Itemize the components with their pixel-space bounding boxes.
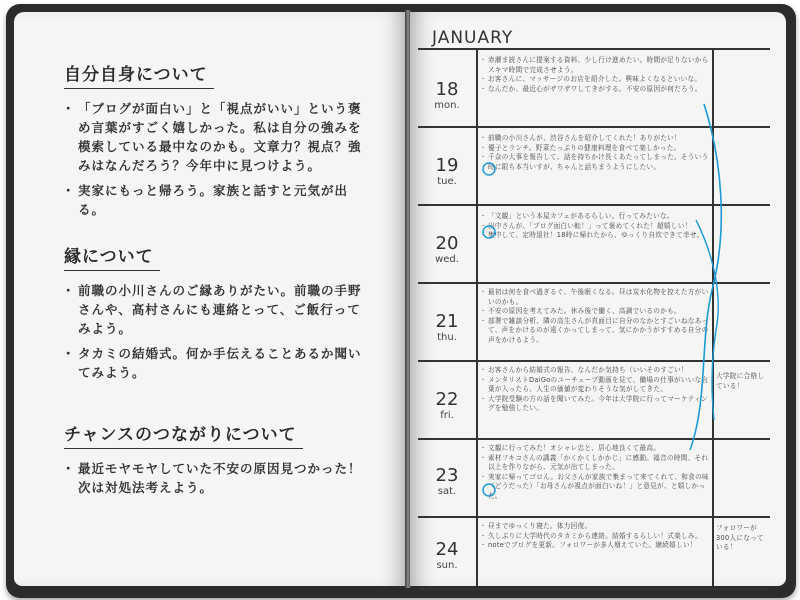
entry: ・ 部署で雑談分析、隣の高生さんが真面目に自分のなかとすごいねなあって、声をかけるのが遠くかってしまって、気にかかうがすすめる自分の声をかけるよう。 [482, 317, 710, 346]
day-row-21 [418, 282, 770, 360]
day-name: thu. [437, 332, 457, 343]
entry: ・ 実家に帰ってゴロん。お父さんが家族で集まって来てくれて、和食の味（どうだった）「お母さんが視点が面白いね！」と意見が、と嬉しかった。 [482, 473, 710, 502]
day-number: 18 [435, 79, 459, 100]
day-row-20 [418, 204, 770, 282]
entry: ・ 千奈の大事を報告して、話を持ちかけ長くあたってしまった。そういう時に限ち本当いすが、ちゃんと話ちまうようにしたい。 [482, 153, 710, 172]
day-name: mon. [434, 100, 460, 111]
entry: ・ 素材フキコさんの講義「かくかくしかかじ」に感動。福音の時間、それ以上を作りながら、元気が出てしまった。 [482, 454, 710, 473]
day-row-18 [418, 48, 770, 126]
day-number: 22 [435, 389, 459, 410]
entry: ・ 「文観」という本屋カフェがあるらしい。行ってみたいな。 [482, 212, 710, 222]
day-name: tue. [437, 176, 457, 187]
day-note: フォロワーが300人になっている！ [716, 524, 764, 552]
section-title: 自分自身について [64, 60, 214, 89]
day-name: sat. [437, 486, 457, 497]
day-number: 24 [435, 539, 459, 560]
day-row-23 [418, 438, 770, 516]
section-connections [64, 242, 364, 388]
bullet-item: ・ 実家にもっと帰ろう。家族と話すと元気が出る。 [64, 181, 364, 219]
day-row-19 [418, 126, 770, 204]
entry: ・ 田中さんが、「ブログ面白い転！」って褒めてくれた！超嬉しい！ [482, 222, 710, 232]
day-note: 大学院に合格している！ [716, 372, 765, 390]
day-number: 20 [435, 233, 459, 254]
day-row-22 [418, 360, 770, 438]
day-number: 21 [435, 311, 459, 332]
entry: ・ なんだか、最近心がザワザワしてきがする。不安の原因が何だろう。 [482, 85, 710, 95]
day-row-24 [418, 516, 770, 590]
bullet-item: ・ 最近モヤモヤしていた不安の原因見つかった！次は対処法考えよう。 [64, 459, 364, 497]
weekly-grid [418, 48, 770, 586]
bullet-item: ・ 前職の小川さんのご縁ありがたい。前職の手野さんや、高村さんにも連絡とって、ご飯行ってみよう。 [64, 281, 364, 338]
entry: ・ 文観に行ってみた！オシャレ忠と、居心地良くて最高。 [482, 444, 710, 454]
section-self [64, 60, 364, 225]
entry: ・ 集中して、定時退社！18時に帰れたから、ゆっくり自炊できて幸せ。 [482, 231, 710, 241]
entry: ・ お客さんに、マッサージのお店を紹介した。興味よくなるといいな。 [482, 75, 710, 85]
entry: ・ 大学院受験の方の話を聞いてみた。今年は大学院に行ってマーケティングを勉強したい。 [482, 395, 710, 414]
day-number: 23 [435, 465, 459, 486]
bullet-item: ・ タカミの結婚式。何か手伝えることあるか聞いてみよう。 [64, 344, 364, 382]
entry: ・ お客さんから結婚式の報告、なんだか気持ち（いいそのすごい！ [482, 366, 710, 376]
entry: ・ 不安の原因を考えてみた。休み後で働く、高調でいるのかも。 [482, 307, 710, 317]
bullet-item: ・ 「ブログが面白い」と「視点がいい」という褒め言葉がすごく嬉しかった。私は自分の強みを模索している最中なのかも。文章力？視点？強みはなんだろう？今年中に見つけよう。 [64, 99, 364, 175]
day-number: 19 [435, 155, 459, 176]
entry: ・ noteでブログを更新。フォロワーが多人増えていた。継続嬉しい！ [482, 541, 710, 551]
entry: ・ 久しぶりに大学時代のタカミから連絡。結婚するらしい！式楽しみ。 [482, 532, 710, 542]
day-name: fri. [440, 410, 454, 421]
day-name: sun. [436, 560, 458, 571]
entry: ・ 昼までゆっくり寝た。体力回復。 [482, 522, 710, 532]
entry: ・ 赤瀬ま読さんに提案する資料、少し行け進めたい。時間が足りないからスキマ時間で完成させよう。 [482, 56, 710, 75]
entry: ・ 最初は何を食べ過ぎるぐ、午後眠くなる。昼は炭水化物を控えた方がいいのかも。 [482, 288, 710, 307]
section-title: チャンスのつながりについて [64, 420, 303, 449]
left-page [14, 12, 406, 586]
entry: ・ メンタリストDaiGoのユーチューブ動画を見て、働場の仕事がいいな言葉が入ったら、人生の価値が変わりそうな気がしてきた。 [482, 376, 710, 395]
section-chances [64, 420, 364, 503]
section-title: 縁について [64, 242, 160, 271]
month-title: JANUARY [432, 28, 514, 48]
entry: ・ 優子とランチ。野菜たっぷりの健康料理を食べて楽しかった。 [482, 144, 710, 154]
day-name: wed. [435, 254, 459, 265]
entry: ・ 前職の小川さんが、渋谷さんを紹介してくれた！ありがたい！ [482, 134, 710, 144]
